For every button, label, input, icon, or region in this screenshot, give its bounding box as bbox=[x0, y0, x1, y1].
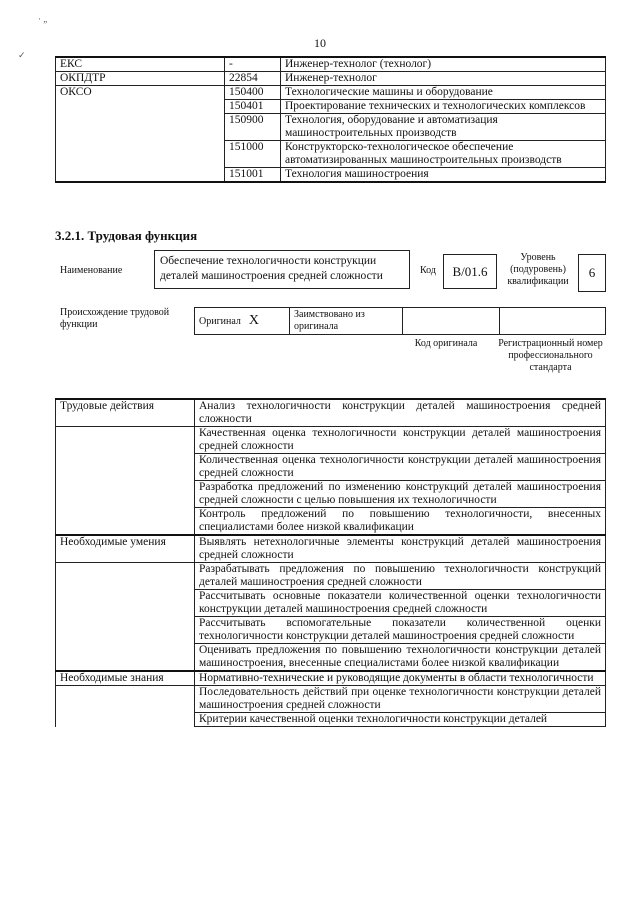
list-item: Нормативно-технические и руководящие документы в области технологичности bbox=[195, 671, 606, 686]
page-number: 10 bbox=[314, 36, 326, 50]
list-item: Оценивать предложения по повышению технологичности конструкции деталей машиностроения, внесенные специалистами более низкой квалификации bbox=[195, 644, 606, 672]
table-row bbox=[56, 617, 606, 644]
list-item: Разработка предложений по изменению конструкций деталей машиностроения средней сложности с целью повышения их технологичности bbox=[195, 481, 606, 508]
table-row bbox=[56, 481, 606, 508]
table-row bbox=[56, 100, 606, 114]
code-original-label: Код оригинала bbox=[414, 338, 478, 349]
name-label: Наименование bbox=[60, 265, 123, 276]
table-row bbox=[56, 86, 606, 100]
table-row bbox=[56, 590, 606, 617]
class-label bbox=[56, 100, 225, 114]
table-row bbox=[56, 168, 606, 183]
class-label bbox=[56, 141, 225, 168]
qualification-level-label: Уровень (подуровень) квалификации bbox=[507, 252, 569, 287]
list-item: Контроль предложений по повышению технологичности, внесенных специалистами более низкой квалификации bbox=[195, 508, 606, 536]
class-label: ОКПДТР bbox=[56, 72, 225, 86]
table-row bbox=[195, 308, 606, 335]
table-row bbox=[56, 671, 606, 686]
class-label bbox=[56, 168, 225, 183]
borrowed-label: Заимствовано из оригинала bbox=[290, 308, 403, 335]
class-name: Технология машиностроения bbox=[281, 168, 606, 183]
group-title-actions: Трудовые действия bbox=[56, 399, 195, 427]
group-spacer bbox=[56, 590, 195, 617]
original-label: Оригинал bbox=[199, 315, 241, 327]
list-item: Разрабатывать предложения по повышению технологичности конструкций деталей машиностроения средней сложности bbox=[195, 563, 606, 590]
table-row bbox=[56, 399, 606, 427]
code-label: Код bbox=[420, 265, 436, 276]
list-item: Рассчитывать вспомогательные показатели количественной оценки технологичности конструкции деталей машиностроения средней сложности bbox=[195, 617, 606, 644]
table-row bbox=[56, 454, 606, 481]
original-cell bbox=[195, 308, 290, 335]
group-spacer bbox=[56, 713, 195, 727]
function-code-box: B/01.6 bbox=[443, 254, 497, 289]
list-item: Выявлять нетехнологичные элементы конструкций деталей машиностроения средней сложности bbox=[195, 535, 606, 563]
group-spacer bbox=[56, 644, 195, 672]
table-row bbox=[56, 427, 606, 454]
class-name: Проектирование технических и технологических комплексов bbox=[281, 100, 606, 114]
classification-table bbox=[55, 56, 606, 183]
class-name: Инженер-технолог (технолог) bbox=[281, 57, 606, 72]
list-item: Качественная оценка технологичности конструкции деталей машиностроения средней сложности bbox=[195, 427, 606, 454]
class-code: 150900 bbox=[225, 114, 281, 141]
group-title-knowledge: Необходимые знания bbox=[56, 671, 195, 686]
class-code: 22854 bbox=[225, 72, 281, 86]
group-spacer bbox=[56, 686, 195, 713]
group-spacer bbox=[56, 508, 195, 536]
table-row bbox=[56, 141, 606, 168]
scan-mark: · „ bbox=[38, 14, 48, 24]
class-label: ЕКС bbox=[56, 57, 225, 72]
table-row bbox=[56, 114, 606, 141]
group-title-skills: Необходимые умения bbox=[56, 535, 195, 563]
class-code: - bbox=[225, 57, 281, 72]
class-name: Технология, оборудование и автоматизация машиностроительных производств bbox=[281, 114, 606, 141]
origin-label: Происхождение трудовой функции bbox=[60, 307, 170, 330]
class-code: 150401 bbox=[225, 100, 281, 114]
group-spacer bbox=[56, 481, 195, 508]
class-code: 151001 bbox=[225, 168, 281, 183]
section-heading: 3.2.1. Трудовая функция bbox=[55, 228, 198, 243]
list-item: Последовательность действий при оценке технологичности конструкции деталей машиностроения средней сложности bbox=[195, 686, 606, 713]
function-name-box: Обеспечение технологичности конструкции деталей машиностроения средней сложности bbox=[154, 250, 410, 289]
list-item: Количественная оценка технологичности конструкции деталей машиностроения средней сложности bbox=[195, 454, 606, 481]
table-row bbox=[56, 563, 606, 590]
class-label bbox=[56, 114, 225, 141]
class-code: 151000 bbox=[225, 141, 281, 168]
table-row bbox=[56, 713, 606, 727]
group-spacer bbox=[56, 427, 195, 454]
table-row bbox=[56, 535, 606, 563]
class-code: 150400 bbox=[225, 86, 281, 100]
origin-row bbox=[194, 307, 606, 335]
group-spacer bbox=[56, 617, 195, 644]
table-row bbox=[56, 686, 606, 713]
group-spacer bbox=[56, 454, 195, 481]
function-table bbox=[55, 398, 606, 727]
list-item: Критерии качественной оценки технологичности конструкции деталей bbox=[195, 713, 606, 727]
table-row bbox=[56, 644, 606, 672]
list-item: Рассчитывать основные показатели количественной оценки технологичности конструкции деталей машиностроения средней сложности bbox=[195, 590, 606, 617]
group-spacer bbox=[56, 563, 195, 590]
class-name: Технологические машины и оборудование bbox=[281, 86, 606, 100]
qualification-level-box: 6 bbox=[578, 254, 606, 292]
table-row bbox=[56, 57, 606, 72]
table-row bbox=[56, 508, 606, 536]
reg-number-cell bbox=[500, 308, 606, 335]
origin-table bbox=[194, 307, 606, 335]
table-row bbox=[56, 72, 606, 86]
code-original-cell bbox=[403, 308, 500, 335]
original-mark: X bbox=[248, 312, 260, 328]
class-label: ОКСО bbox=[56, 86, 225, 100]
list-item: Анализ технологичности конструкции деталей машиностроения средней сложности bbox=[195, 399, 606, 427]
scan-mark: ✓ bbox=[18, 50, 26, 60]
reg-number-label: Регистрационный номер профессионального стандарта bbox=[498, 338, 603, 373]
class-name: Инженер-технолог bbox=[281, 72, 606, 86]
class-name: Конструкторско-технологическое обеспечение автоматизированных машиностроительных производств bbox=[281, 141, 606, 168]
